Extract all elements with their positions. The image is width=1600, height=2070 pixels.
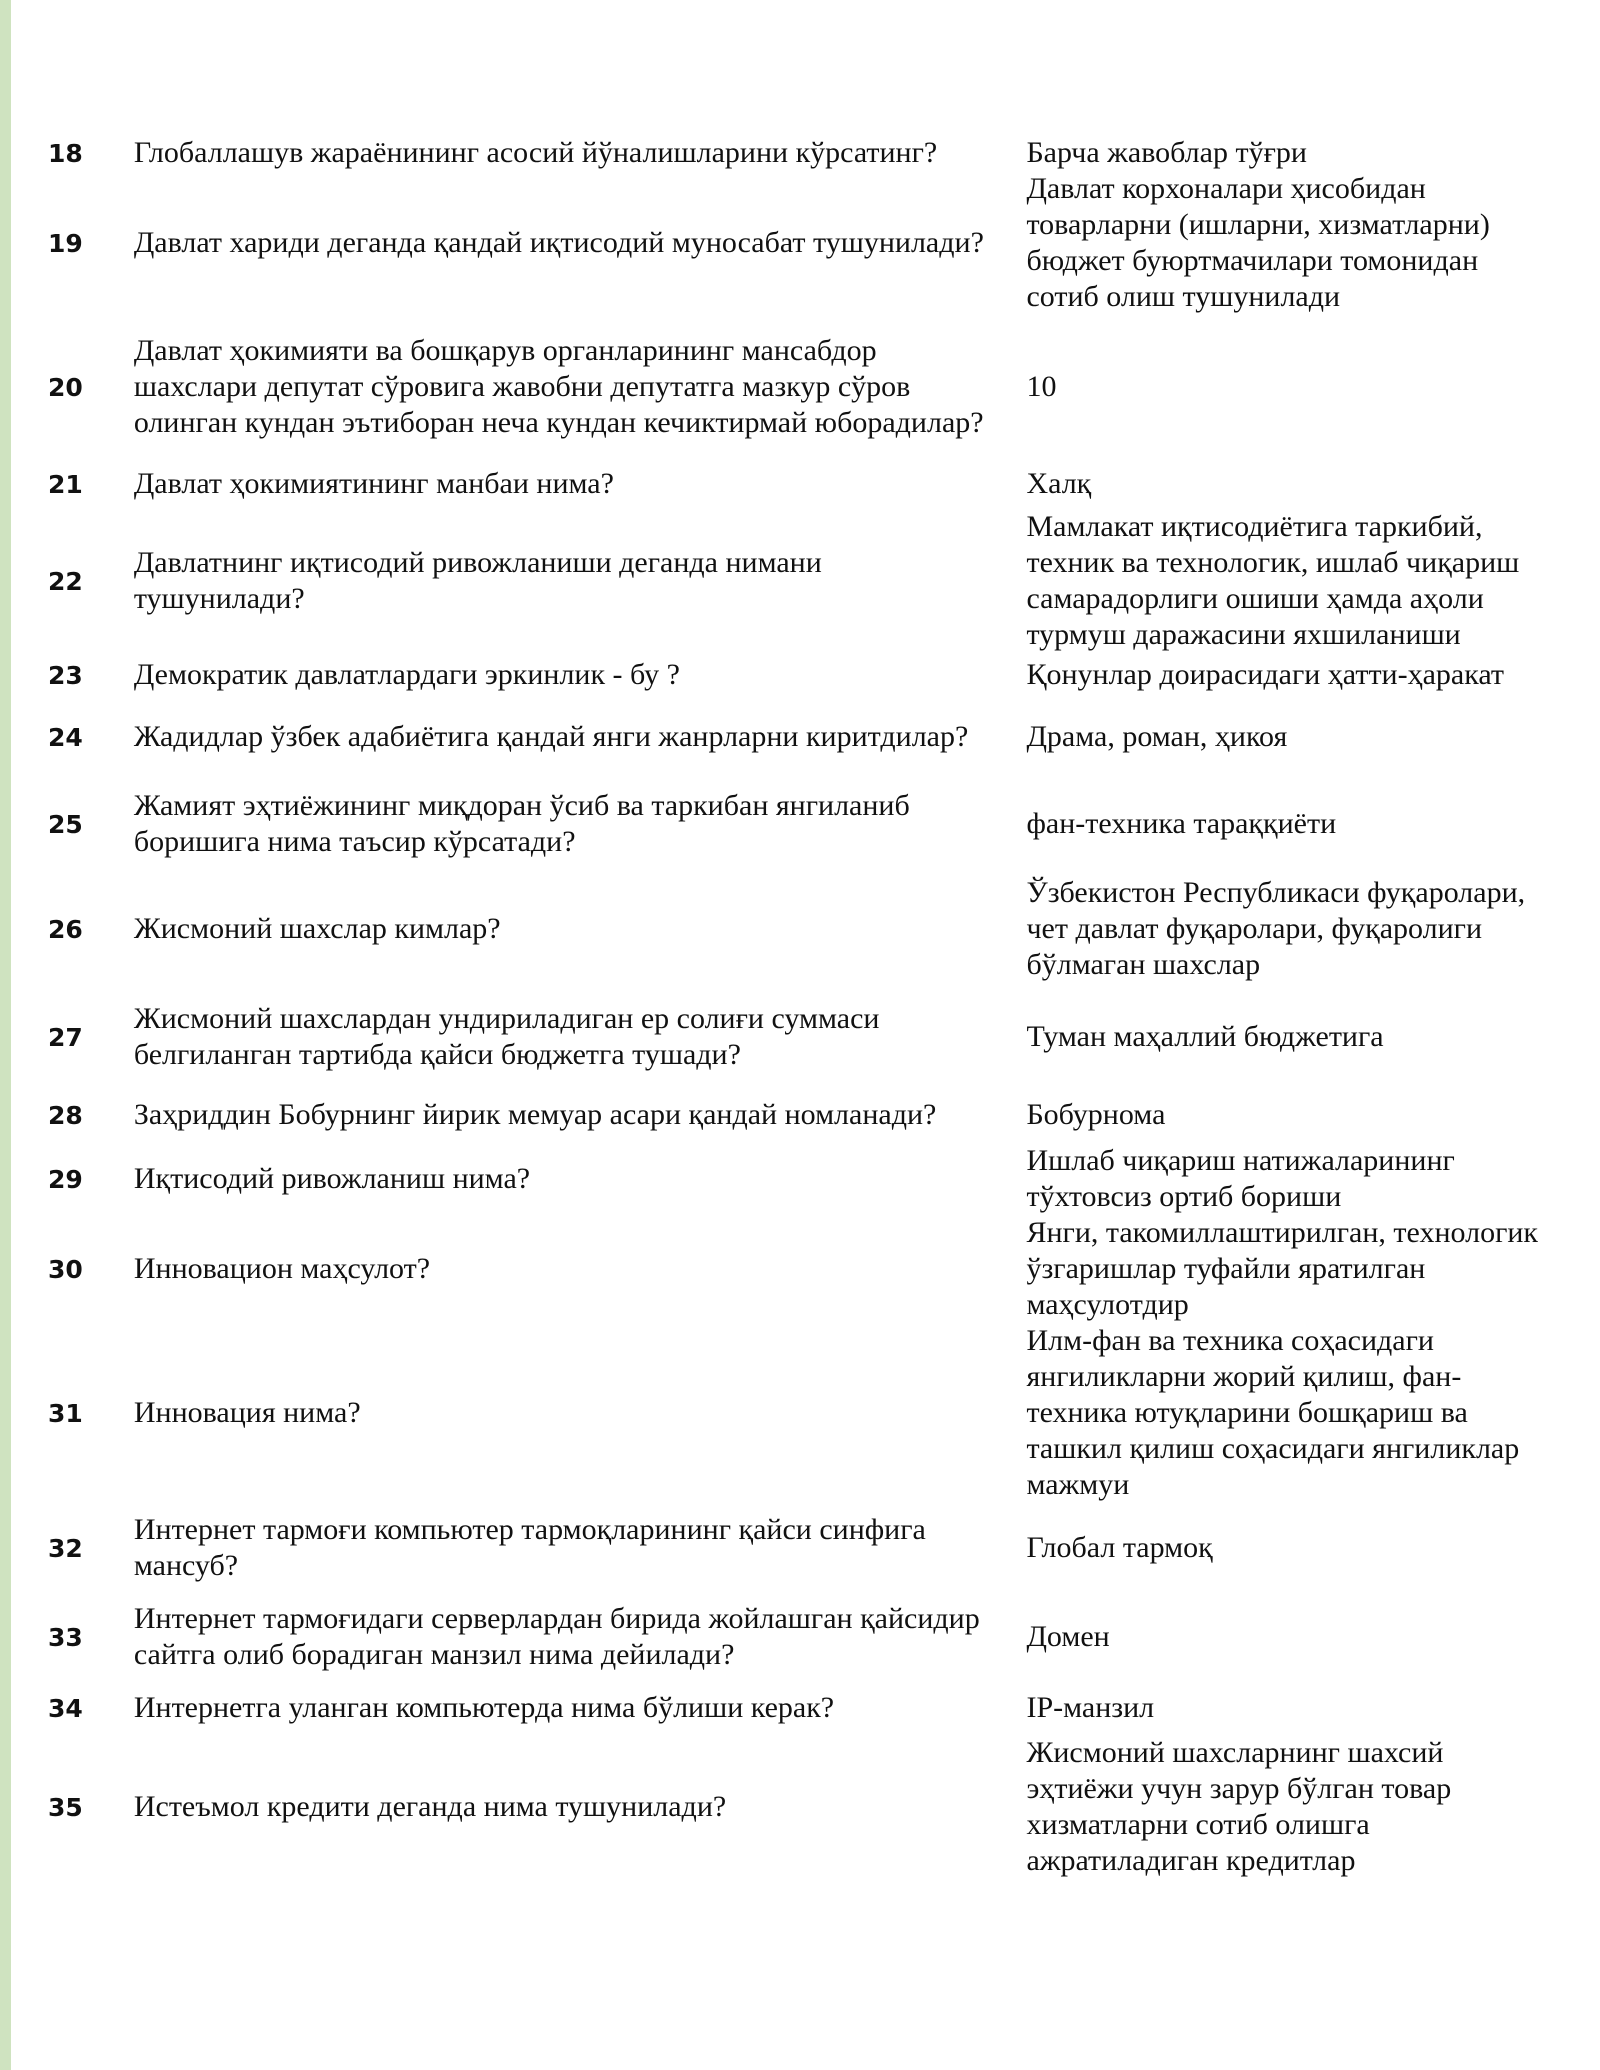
question-text: Инновацион маҳсулот? [133,1252,431,1285]
row-number: 26 [48,914,83,944]
answer-text: Илм-фан ва техника соҳасидаги янгиликларни жорий қилиш, фан-техника ютуқларини бошқариш ва ташкил қилиш соҳасидаги янгиликлар мажмуи [1026,1324,1520,1501]
table-row [36,1681,1556,1735]
left-margin-bar [0,0,11,2070]
table-row [36,1593,1556,1681]
table-row [36,135,1556,171]
answer-text: Қонунлар доирасидаги ҳатти-ҳаракат [1026,658,1505,691]
table-row [36,1323,1556,1503]
answer-text: Жисмоний шахсларнинг шахсий эҳтиёжи учун зарур бўлган товар хизматларни сотиб олишга ажратиладиган кредитлар [1026,1736,1452,1877]
row-number: 30 [48,1254,83,1284]
table-row [36,1503,1556,1593]
row-number: 28 [48,1100,83,1130]
answer-text: IP-манзил [1026,1691,1155,1724]
row-number: 33 [48,1622,83,1652]
table-row [36,697,1556,777]
answer-text: Домен [1026,1620,1110,1653]
row-number: 34 [48,1693,83,1723]
table-row [36,171,1556,315]
question-text: Давлат ҳокимияти ва бошқарув органларининг мансабдор шахслари депутат сўровига жавобни депутатга мазкур сўров олинган кундан эътиборан неча кундан кечиктирмай юборадилар? [133,334,984,439]
question-answer-table [36,135,1556,1879]
question-text: Инновация нима? [133,1396,361,1429]
question-text: Иқтисодий ривожланиш нима? [133,1162,531,1195]
table-row [36,459,1556,509]
answer-text: фан-техника тараққиёти [1026,807,1337,840]
answer-text: Янги, такомиллаштирилган, технологик ўзгаришлар туфайли яратилган маҳсулотдир [1026,1216,1539,1321]
row-number: 20 [48,372,83,402]
table-row [36,1143,1556,1215]
question-text: Давлат хариди деганда қандай иқтисодий муносабат тушунилади? [133,226,984,259]
table-row [36,315,1556,459]
question-text: Давлат ҳокимиятининг манбаи нима? [133,467,614,500]
question-text: Жамият эҳтиёжининг миқдоран ўсиб ва таркибан янгиланиб боришига нима таъсир кўрсатади? [133,789,910,858]
answer-text: Драма, роман, ҳикоя [1026,720,1288,753]
question-text: Жадидлар ўзбек адабиётига қандай янги жанрларни киритдилар? [133,720,969,753]
question-text: Жисмоний шахслардан ундириладиган ер солиғи суммаси белгиланган тартибда қайси бюджетга тушади? [133,1002,880,1071]
table-row [36,509,1556,653]
answer-text: Ишлаб чиқариш натижаларининг тўхтовсиз ортиб бориши [1026,1144,1455,1213]
row-number: 29 [48,1164,83,1194]
question-text: Глобаллашув жараёнининг асосий йўналишларини кўрсатинг? [133,136,938,169]
answer-text: Давлат корхоналари ҳисобидан товарларни (ишларни, хизматларни) бюджет буюртмачилари томонидан сотиб олиш тушунилади [1026,172,1490,313]
row-number: 35 [48,1792,83,1822]
answer-text: Бобурнома [1026,1098,1166,1131]
row-number: 25 [48,809,83,839]
question-text: Заҳриддин Бобурнинг йирик мемуар асари қандай номланади? [133,1098,937,1131]
answer-text: Халқ [1026,467,1092,500]
question-text: Жисмоний шахслар кимлар? [133,912,501,945]
answer-text: Мамлакат иқтисодиётига таркибий, техник ва технологик, ишлаб чиқариш самарадорлиги ошиши ҳамда аҳоли турмуш даражасини яхшиланиши [1026,510,1520,651]
row-number: 32 [48,1533,83,1563]
answer-text: Барча жавоблар тўғри [1026,136,1307,169]
answer-text: Глобал тармоқ [1026,1531,1213,1564]
row-number: 31 [48,1398,83,1428]
table-row [36,871,1556,987]
question-text: Интернет тармоғидаги серверлардан бирида жойлашган қайсидир сайтга олиб борадиган манзил нима дейилади? [133,1602,980,1671]
row-number: 27 [48,1022,83,1052]
table-row [36,653,1556,697]
question-text: Истеъмол кредити деганда нима тушунилади? [133,1790,727,1823]
table-row [36,1087,1556,1143]
row-number: 23 [48,660,83,690]
row-number: 18 [48,138,83,168]
row-number: 24 [48,722,83,752]
question-text: Демократик давлатлардаги эркинлик - бу ? [133,658,680,691]
question-text: Давлатнинг иқтисодий ривожланиши деганда нимани тушунилади? [133,546,822,615]
table-row [36,1215,1556,1323]
answer-text: Ўзбекистон Республикаси фуқаролари, чет давлат фуқаролари, фуқаролиги бўлмаган шахслар [1026,876,1526,981]
question-text: Интернетга уланган компьютерда нима бўлиши керак? [133,1691,835,1724]
table-row [36,777,1556,871]
table-row [36,987,1556,1087]
answer-text: Туман маҳаллий бюджетига [1026,1020,1384,1053]
question-text: Интернет тармоғи компьютер тармоқларининг қайси синфига мансуб? [133,1513,926,1582]
answer-text: 10 [1026,370,1057,403]
row-number: 21 [48,469,83,499]
row-number: 22 [48,566,83,596]
table-row [36,1735,1556,1879]
row-number: 19 [48,228,83,258]
